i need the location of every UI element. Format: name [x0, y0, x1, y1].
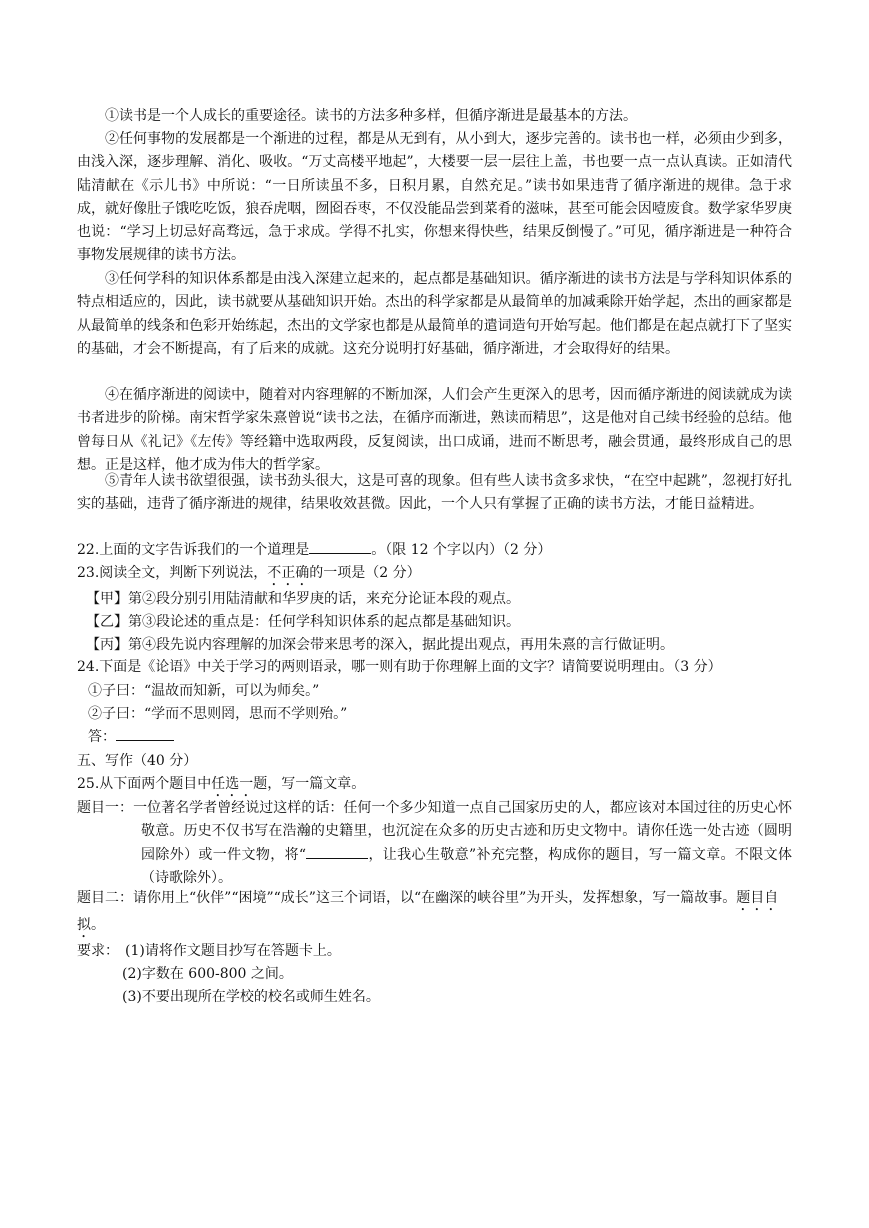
emphasized-text: 题目自拟 [77, 890, 779, 933]
answer-label: 答： [88, 729, 116, 745]
question-23-score: 的一项是（2 分） [309, 565, 421, 581]
option-yi: 【乙】第③段论述的重点是：任何学科知识体系的起点都是基础知识。 [86, 614, 520, 630]
topic-1 [77, 797, 792, 890]
topic-1-text-end: ，让我心生敬意”补充完整，构成你的题目，写一篇文章。不限文体（诗歌除外）。 [141, 846, 792, 886]
passage-paragraph-4: ④在循序渐进的阅读中，随着对内容理解的不断加深，人们会产生更深入的思考，因而循序渐进的阅读就成为读书者进步的阶梯。南宋哲学家朱熹曾说“读书之法，在循序而渐进，熟读而精思”，这是他对自己续书经验的总结。他曾每日从《礼记》《左传》等经籍中选取两段，反复阅读，出口成诵，进而不断思考，融会贯通，最终形成自己的思想。正是这样，他才成为伟大的哲学家。 [77, 387, 792, 473]
passage-paragraph-1: ①读书是一个人成长的重要途径。读书的方法多种多样，但循序渐进是最基本的方法。 [105, 108, 637, 124]
topic-1-text: 题目一：一位著名学者曾经说过这样的话：任何一个多少知道一点自己国家历史的人，都应该对本国过往的历史心怀敬意。历史不仅书写在浩瀚的史籍里，也沉淀在众多的历史古迹和历史文物中。请你任选一处古迹（圆明园除外）或一件文物，将“ [77, 800, 792, 863]
passage-paragraph-5: ⑤青年人读书欲望很强，读书劲头很大，这是可喜的现象。但有些人读书贪多求快，“在空中起跳”，忽视打好扎实的基础，违背了循序渐进的规律，结果收效甚微。因此，一个人只有掌握了正确的读书方法，才能日益精进。 [77, 473, 792, 513]
question-25 [77, 773, 792, 800]
requirement-1: (1)请将作文题目抄写在答题卡上。 [125, 943, 341, 959]
emphasized-text: 任选一 [211, 776, 254, 792]
quote-2: ②子曰：“学而不思则罔，思而不学则殆。” [88, 706, 348, 722]
question-23-stem: 23.阅读全文，判断下列说法， [77, 565, 268, 581]
passage-paragraph-2: ②任何事物的发展都是一个渐进的过程，都是从无到有，从小到大，逐步完善的。读书也一样，必须由少到多，由浅入深，逐步理解、消化、吸收。“万丈高楼平地起”，大楼要一层一层往上盖，书也要一点一点认真读。正如清代陆清献在《示儿书》中所说：“一日所读虽不多，日积月累，自然充足。”读书如果违背了循序渐进的规律。急于求成，就好像肚子饿吃吃饭，狼吞虎咽，囫囵吞枣，不仅没能品尝到菜肴的滋味，甚至可能会因噎废食。数学家华罗庚也说：“学习上切忌好高骛远，急于求成。学得不扎实，你想来得快些，结果反倒慢了。”可见，循序渐进是一种符合事物发展规律的读书方法。 [77, 131, 792, 264]
question-24-stem: 24.下面是《论语》中关于学习的两则语录，哪一则有助于你理解上面的文字？请简要说明理由。（3 分） [77, 659, 722, 675]
topic-2-text-end: 。 [91, 917, 105, 933]
topic-2-text: 题目二：请你用上“伙伴”“困境”“成长”这三个词语，以“在幽深的峡谷里”为开头，发挥想象，写一篇故事。 [77, 890, 737, 906]
question-22-stem: 22.上面的文字告诉我们的一个道理是 [77, 542, 310, 558]
passage-paragraph-3: ③任何学科的知识体系都是由浅入深建立起来的，起点都是基础知识。循序渐进的读书方法是与学科知识体系的特点相适应的，因此，读书就要从基础知识开始。杰出的科学家都是从最简单的加减乘除开始学起，杰出的画家都是从最简单的线条和色彩开始练起，杰出的文学家也都是从最简单的遣词造句开始写起。他们都是在起点就打下了坚实的基础，才会不断提高，有了后来的成就。这充分说明打好基础，循序渐进，才会取得好的结果。 [77, 271, 792, 357]
question-22 [77, 539, 792, 562]
option-bing: 【丙】第④段先说内容理解的加深会带来思考的深入，据此提出观点，再用朱熹的言行做证明。 [86, 637, 674, 653]
requirements [77, 940, 792, 963]
section-title-writing: 五、写作（40 分） [77, 753, 198, 769]
option-jia: 【甲】第②段分别引用陆清献和华罗庚的话，来充分论证本段的观点。 [86, 591, 520, 607]
question-25-stem: 25.从下面两个题目中 [77, 776, 212, 792]
topic-2 [77, 887, 792, 941]
answer-blank[interactable] [309, 540, 371, 554]
answer-blank[interactable] [116, 727, 174, 741]
requirements-label: 要求： [77, 943, 119, 959]
requirement-2: (2)字数在 600-800 之间。 [122, 966, 293, 982]
answer-blank[interactable] [306, 845, 368, 859]
question-25-tail: 题，写一篇文章。 [253, 776, 366, 792]
emphasized-text: 不正确 [267, 565, 310, 581]
requirement-3: (3)不要出现所在学校的校名或师生姓名。 [122, 989, 380, 1005]
question-22-score: 。（限 12 个字以内）（2 分） [371, 542, 552, 558]
quote-1: ①子曰：“温故而知新，可以为师矣。” [88, 683, 320, 699]
question-24-answer [88, 726, 792, 749]
question-23 [77, 562, 792, 589]
